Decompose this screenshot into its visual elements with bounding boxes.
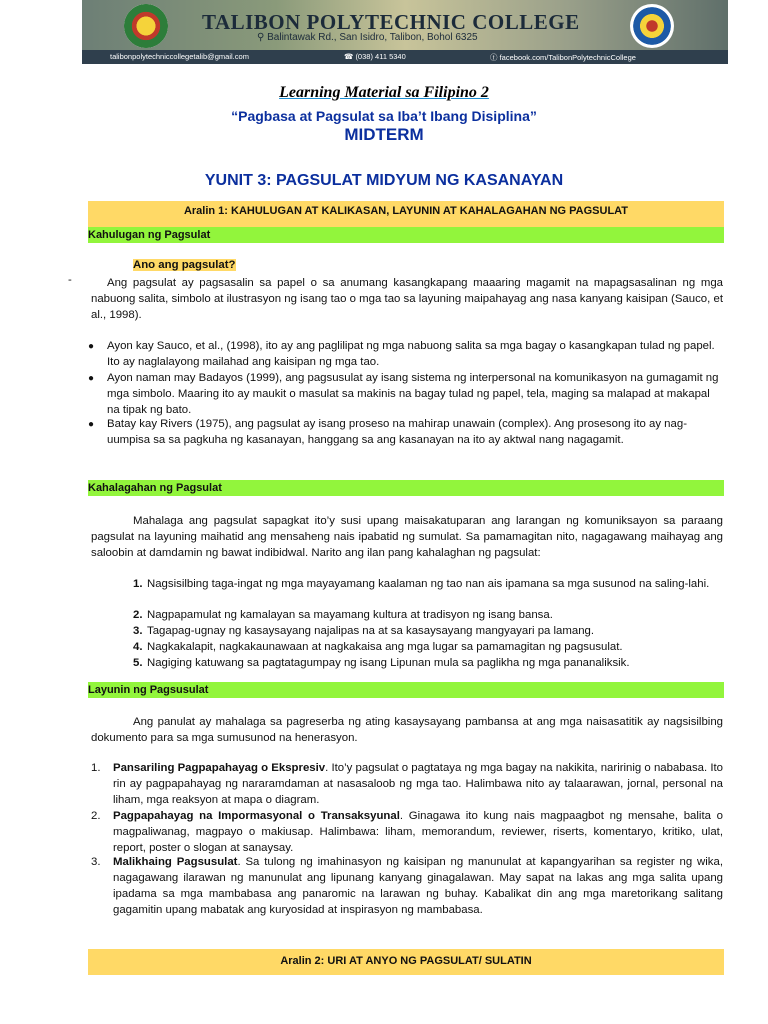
bullet-icon: ● (88, 419, 95, 430)
unit-title: YUNIT 3: PAGSULAT MIDYUM NG KASANAYAN (204, 172, 564, 189)
question-heading: Ano ang pagsulat? (133, 259, 236, 271)
list-item-term: Malikhaing Pagsusulat (113, 856, 238, 868)
list-item: Ayon kay Sauco, et al., (1998), ito ay ang paglilipat ng mga nabuong salita sa mga bagay o kasangkapan tulad ng papel. Ito ay naglalayong mailahad ang kaisipan ng mga tao. (107, 340, 715, 368)
list-number: 2. (91, 810, 101, 822)
list-number: 4. (133, 641, 143, 653)
list-number: 3. (133, 625, 143, 637)
list-item: Ayon naman may Badayos (1999), ang pagsusulat ay isang sistema ng interpersonal na komunikasyon na gumagamit ng mga simbolo. Maaring ito ay maukit o masulat sa makinis na bagay tulad ng papel, tela, maging sa malapad at makapal na tipak ng bato. (107, 372, 719, 416)
document-title: Learning Material sa Filipino 2 (279, 84, 489, 101)
college-name: TALIBON POLYTECHNIC COLLEGE (202, 10, 580, 34)
facebook-text: facebook.com/TalibonPolytechnicCollege (499, 53, 636, 62)
term-label: MIDTERM (344, 125, 424, 144)
bullet-icon: ● (88, 373, 95, 384)
list-number: 3. (91, 856, 101, 868)
list-item (113, 854, 723, 918)
document-subtitle: “Pagbasa at Pagsulat sa Iba’t Ibang Disiplina” (231, 108, 537, 124)
college-address (257, 32, 478, 43)
email-text: talibonpolytechniccollegetalib@gmail.com (110, 52, 249, 61)
address-text: Balintawak Rd., San Isidro, Talibon, Bohol 6325 (267, 32, 478, 43)
header-banner (82, 0, 728, 64)
list-item-term: Pansariling Pagpapahayag o Ekspresiv (113, 762, 326, 774)
kahalagahan-paragraph: Mahalaga ang pagsulat sapagkat ito’y susi upang maisakatuparan ang larangan ng komuniksayon sa paraang pagsulat na layuning maihatid ang mensaheng nais ipabatid ng sumulat. Sa pamamagitan nito, nagagawang maihayag ang saloobin at damdamin ng bawat indibidwal. Narito ang ilan pang kahalaghan ng pagsulat: (91, 515, 723, 559)
dash-marker: - (68, 274, 72, 286)
phone-icon: ☎ (344, 52, 356, 61)
section-heading-kahulugan: Kahulugan ng Pagsulat (88, 227, 724, 243)
list-item: Nagkakalapit, nagkakaunawaan at nagkakaisa ang mga lugar sa pamamagitan ng pagsusulat. (147, 641, 623, 653)
list-item: Tagapag-ugnay ng kasaysayang najalipas na at sa kasaysayang mangyayari pa lamang. (147, 625, 595, 637)
list-item: Nagsisilbing taga-ingat ng mga mayayamang kaalaman ng tao nan ais ipamana sa mga susunod na saling-lahi. (147, 578, 710, 590)
list-item: Batay kay Rivers (1975), ang pagsulat ay isang proseso na mahirap unawain (complex). Ang prosesong ito ay nag-uumpisa sa sa pagkuha ng kasanayan, hanggang sa ang kasanayan na ito ay aktwal nang nagagamit. (107, 418, 687, 446)
list-number: 2. (133, 609, 143, 621)
list-item-text: . Ito’y pagsulat o pagtataya ng mga bagay na nakikita, naririnig o nababasa. Ito rin ay pagpapahayag ng nararamdaman at nasasaloob ng mga tao. Halimbawa nito ay talaarawan, jornal, personal na liham, mga reaksyon at mapa o diagram. (113, 762, 723, 806)
list-item-term: Pagpapahayag na Impormasyonal o Transaksyunal (113, 810, 400, 822)
list-item (113, 760, 723, 808)
university-seal-logo (630, 4, 674, 48)
phone-contact (344, 52, 406, 61)
list-item-text: . Ginagawa ito kung nais magpaagbot ng mensahe, balita o magpaliwanag, magpayo o makiusap. Halimbawa: liham, memorandum, reviewer, riserts, komentaryo, kritiko, ulat, report, poster o slogan at sanaysay. (113, 810, 724, 854)
list-item (113, 808, 723, 856)
bullet-icon: ● (88, 341, 95, 352)
list-item-text: . Sa tulong ng imahinasyon ng kaisipan ng manunulat at kapangyarihan sa register ng wika, nagagawang ilarawan ng manunulat ang lipunang kanyang ginagalawan. May sapat na lakas ang mga salita upang ipadama sa mga mambabasa ang panaromic na larawan ng buhay. Kabalikat din ang mga maretorikang salitang gagamitin upang mabatak ang kuryosidad at inspirasyon ng mambabasa. (113, 856, 724, 916)
layunin-paragraph: Ang panulat ay mahalaga sa pagreserba ng ating kasaysayang pambansa at ang mga naisasatitik ay nagsisilbing dokumento para sa mga sumusunod na henerasyon. (91, 716, 723, 744)
kahulugan-paragraph: Ang pagsulat ay pagsasalin sa papel o sa anumang kasangkapang maaaring magamit na mapagsasalinan ng mga nabuong salita, simbolo at ilustrasyon ng isang tao o mga tao sa layuning maipahayag ang nasa kanyang kaisipan (Sauco, et al., 1998). (91, 277, 723, 321)
facebook-contact (490, 52, 636, 63)
phone-text: (038) 411 5340 (355, 52, 406, 61)
section-heading-kahalagahan: Kahalagahan ng Pagsulat (88, 480, 724, 496)
list-item: Nagiging katuwang sa pagtatagumpay ng isang Lipunan mula sa paglikha ng mga pananaliksik. (147, 657, 630, 669)
list-number: 5. (133, 657, 143, 669)
lesson-1-banner: Aralin 1: KAHULUGAN AT KALIKASAN, LAYUNIN AT KAHALAGAHAN NG PAGSULAT (88, 201, 724, 227)
section-heading-layunin: Layunin ng Pagsusulat (88, 682, 724, 698)
college-seal-logo (124, 4, 168, 48)
list-item: Nagpapamulat ng kamalayan sa mayamang kultura at tradisyon ng isang bansa. (147, 609, 553, 621)
list-number: 1. (91, 762, 101, 774)
lesson-2-banner: Aralin 2: URI AT ANYO NG PAGSULAT/ SULATIN (88, 949, 724, 975)
location-pin-icon: ⚲ (257, 32, 268, 43)
list-number: 1. (133, 578, 143, 590)
facebook-icon: ⓕ (490, 53, 500, 62)
